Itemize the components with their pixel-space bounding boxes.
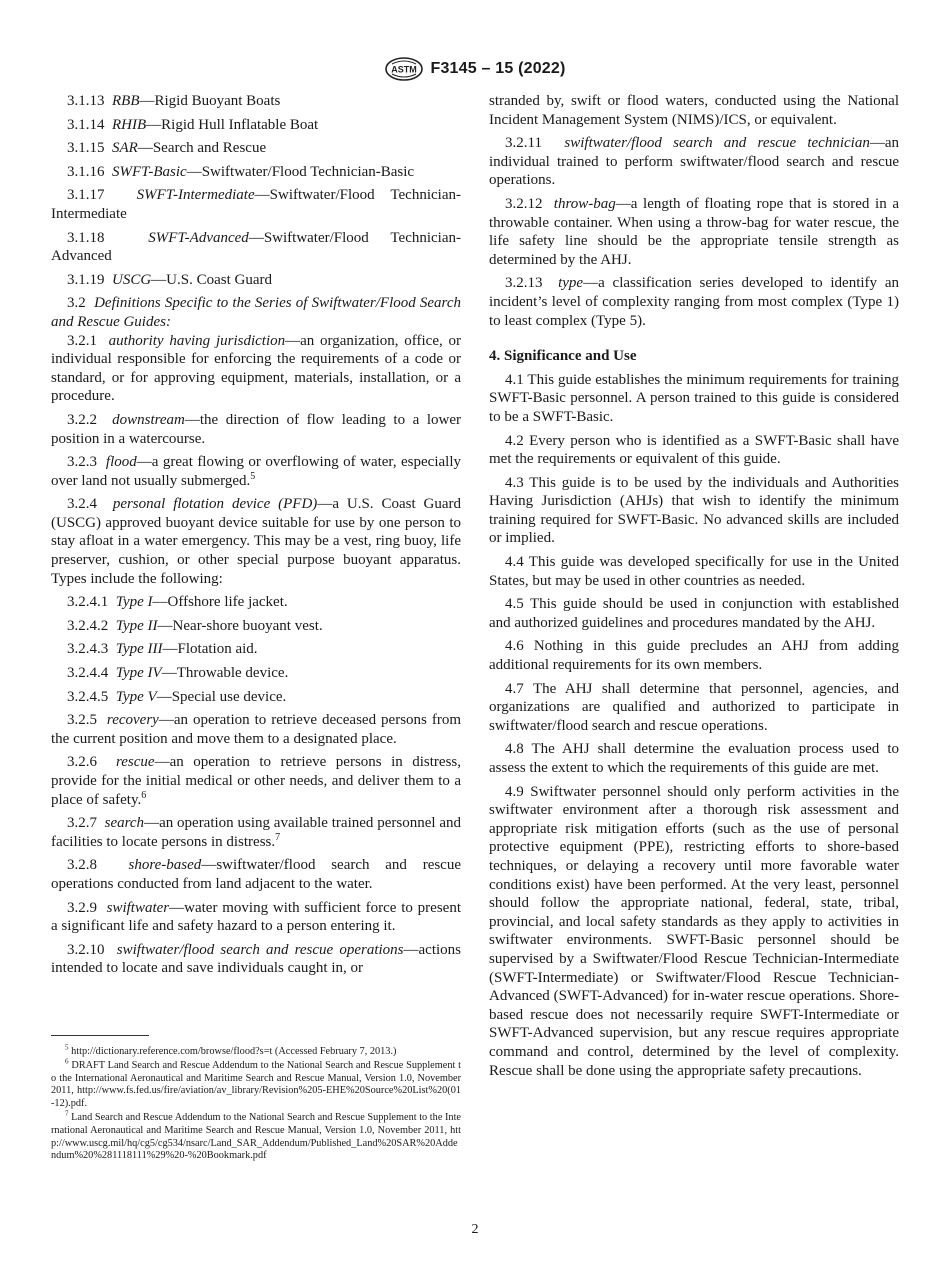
footnote-divider xyxy=(51,1035,149,1036)
footnote-ref-7[interactable]: 7 xyxy=(275,831,281,843)
abbr-3-1-18: 3.1.18 SWFT-Advanced—Swiftwater/Flood Technician-Advanced xyxy=(51,229,461,265)
def-3-2-3: 3.2.3 flood—a great flowing or overflowing of water, especially over land not usually submerged.$^5$ xyxy=(51,454,461,489)
abbr-3-1-15: 3.1.15 SAR—Search and Rescue xyxy=(67,140,267,157)
document-id: F3145 – 15 (2022) xyxy=(430,60,566,77)
abbr-3-1-19: 3.1.19 USCG—U.S. Coast Guard xyxy=(67,271,272,288)
type-3-2-4-5: 3.2.4.5 Type V—Special use device. xyxy=(67,688,287,705)
para-4-7: 4.7 The AHJ shall determine that personnel, agencies, and organizations are qualified and authorized to participate in swiftwater/flood search and rescue operations. xyxy=(489,680,899,734)
def-3-2-11: 3.2.11 swiftwater/flood search and rescue technician—an individual trained to perform swiftwater/flood search and rescue operations. xyxy=(489,135,899,189)
def-3-2-10: 3.2.10 swiftwater/flood search and rescue operations—actions intended to locate and save individuals caught in, or xyxy=(51,941,461,977)
para-4-5: 4.5 This guide should be used in conjunction with established and authorized guidelines and procedures mandated by the AHJ. xyxy=(489,596,899,631)
footnote-5: $^5$ http://dictionary.reference.com/browse/flood?s=t (Accessed February 7, 2013.) xyxy=(65,1043,397,1057)
para-4-1: 4.1 This guide establishes the minimum requirements for training SWFT-Basic personnel. A person trained to this guide is considered to be a SWFT-Basic. xyxy=(489,371,900,425)
def-3-2-12: 3.2.12 throw-bag—a length of floating rope that is stored in a throwable container. When using a throw-bag for water rescue, the life safety line should be the appropriate tensile strength as determined by the AHJ. xyxy=(489,195,900,268)
footnote-ref-5[interactable]: 5 xyxy=(250,470,256,482)
def-3-2-2: 3.2.2 downstream—the direction of flow leading to a lower position in a watercourse. xyxy=(51,411,461,447)
para-4-8: 4.8 The AHJ shall determine the evaluation process used to assess the extent to which the requirements of this guide are met. xyxy=(489,741,899,776)
page-header xyxy=(0,56,950,87)
astm-logo-icon xyxy=(384,56,424,82)
footnote-7: $^7$ Land Search and Rescue Addendum to the National Search and Rescue Supplement to the International Aeronautical and Maritime Search and Rescue Manual, Version 1.0, November 2011, http://www.uscg.mil/hq/cg5/cg534/nsarc/Land_SAR_Addendum/Published_Land%20SAR%20Addendum%20%281118111%29%20-%20Bookmark.pdf xyxy=(51,1109,461,1162)
section-3-2-heading: 3.2 Definitions Specific to the Series of Swiftwater/Flood Search and Rescue Guides: xyxy=(51,295,461,330)
def-3-2-13: 3.2.13 type—a classification series developed to identify an incident’s level of complexity ranging from most complex (Type 1) to least complex (Type 5). xyxy=(489,275,899,329)
def-3-2-1: 3.2.1 authority having jurisdiction—an organization, office, or individual responsible for enforcing the requirements of a code or standard, or for approving equipment, materials, installation, or a procedure. xyxy=(51,332,461,405)
abbr-3-1-13: 3.1.13 RBB—Rigid Buoyant Boats xyxy=(67,93,281,109)
def-3-2-7: 3.2.7 search—an operation using available trained personnel and facilities to locate persons in distress.$^7$ xyxy=(51,815,461,850)
para-4-4: 4.4 This guide was developed specifically for use in the United States, but may be used in other countries as needed. xyxy=(489,554,899,589)
abbr-3-1-14: 3.1.14 RHIB—Rigid Hull Inflatable Boat xyxy=(67,116,319,133)
para-4-6: 4.6 Nothing in this guide precludes an AHJ from adding additional requirements for its own members. xyxy=(489,638,899,674)
para-4-3: 4.3 This guide is to be used by the individuals and Authorities Having Jurisdiction (AHJs) that wish to identify the minimum training required for SWFT-Basic. No advanced skills are included or implied. xyxy=(489,474,899,547)
type-3-2-4-3: 3.2.4.3 Type III—Flotation aid. xyxy=(67,641,258,658)
footnote-ref-6[interactable]: 6 xyxy=(141,789,147,801)
svg-text:ASTM: ASTM xyxy=(391,64,418,75)
def-3-2-8: 3.2.8 shore-based—swiftwater/flood search and rescue operations conducted from land adjacent to the water. xyxy=(51,857,462,892)
para-4-9: 4.9 Swiftwater personnel should only perform activities in the swiftwater environment after a thorough risk assessment and appropriate risk mitigation efforts (such as the use of personal protective equipment (PPE), restricting efforts to shore-based techniques, or delaying a recovery until more favorable water conditions exist) have been performed. At the very least, personnel should follow the appropriate national, federal, state, tribal, provincial, and local safety standards as they apply to activities in swiftwater environments. SWFT-Basic personnel should be supervised by a Swiftwater/Flood Rescue Technician-Intermediate (SWFT-Intermediate) or Swiftwater/Flood Rescue Technician-Advanced (SWFT-Advanced) for in-water rescue operations. Shore-based rescue does not necessarily require SWFT-Intermediate or SWFT-Advanced supervision, but any rescue requires appropriate command and control, determined by the level of complexity. Rescue shall be done using the appropriate safety precautions. xyxy=(489,783,899,1079)
def-3-2-9: 3.2.9 swiftwater—water moving with sufficient force to present a significant life and safety hazard to a person entering it. xyxy=(51,899,461,935)
left-column xyxy=(51,92,461,983)
para-4-2: 4.2 Every person who is identified as a SWFT-Basic shall have met the requirements or equivalent of this guide. xyxy=(489,432,900,468)
def-3-2-5: 3.2.5 recovery—an operation to retrieve deceased persons from the current position and move them to a designated place. xyxy=(51,712,461,747)
type-3-2-4-4: 3.2.4.4 Type IV—Throwable device. xyxy=(67,665,289,682)
def-3-2-6: 3.2.6 rescue—an operation to retrieve persons in distress, provide for the initial medical or other needs, and deliver them to a place of safety.$^6$ xyxy=(51,754,462,808)
type-3-2-4-2: 3.2.4.2 Type II—Near-shore buoyant vest. xyxy=(67,617,323,634)
page-number: 2 xyxy=(471,1222,479,1237)
abbr-3-1-17: 3.1.17 SWFT-Intermediate—Swiftwater/Flood Technician-Intermediate xyxy=(51,187,461,222)
right-column xyxy=(489,92,899,1085)
type-3-2-4-1: 3.2.4.1 Type I—Offshore life jacket. xyxy=(67,594,288,611)
footnotes xyxy=(51,1035,461,1164)
def-3-2-10-continued: stranded by, swift or flood waters, conducted using the National Incident Management System (NIMS)/ICS, or equivalent. xyxy=(489,93,899,128)
def-3-2-4: 3.2.4 personal flotation device (PFD)—a U.S. Coast Guard (USCG) approved buoyant device suitable for use by one person to stay afloat in a water emergency. This may be a vest, ring buoy, life preserver, cushion, or other special purpose buoyant apparatus. Types include the following: xyxy=(51,496,461,587)
section-4-heading: 4. Significance and Use xyxy=(489,348,637,365)
abbr-3-1-16: 3.1.16 SWFT-Basic—Swiftwater/Flood Technician-Basic xyxy=(67,163,415,180)
footnote-6: $^6$ DRAFT Land Search and Rescue Addendum to the National Search and Rescue Supplement to the International Aeronautical and Maritime Search and Rescue Manual, Version 1.0, November 2011, http://www.fs.fed.us/fire/aviation/av_library/Revision%205-EHE%20Source%20List%20(01-12).pdf. xyxy=(51,1057,461,1110)
